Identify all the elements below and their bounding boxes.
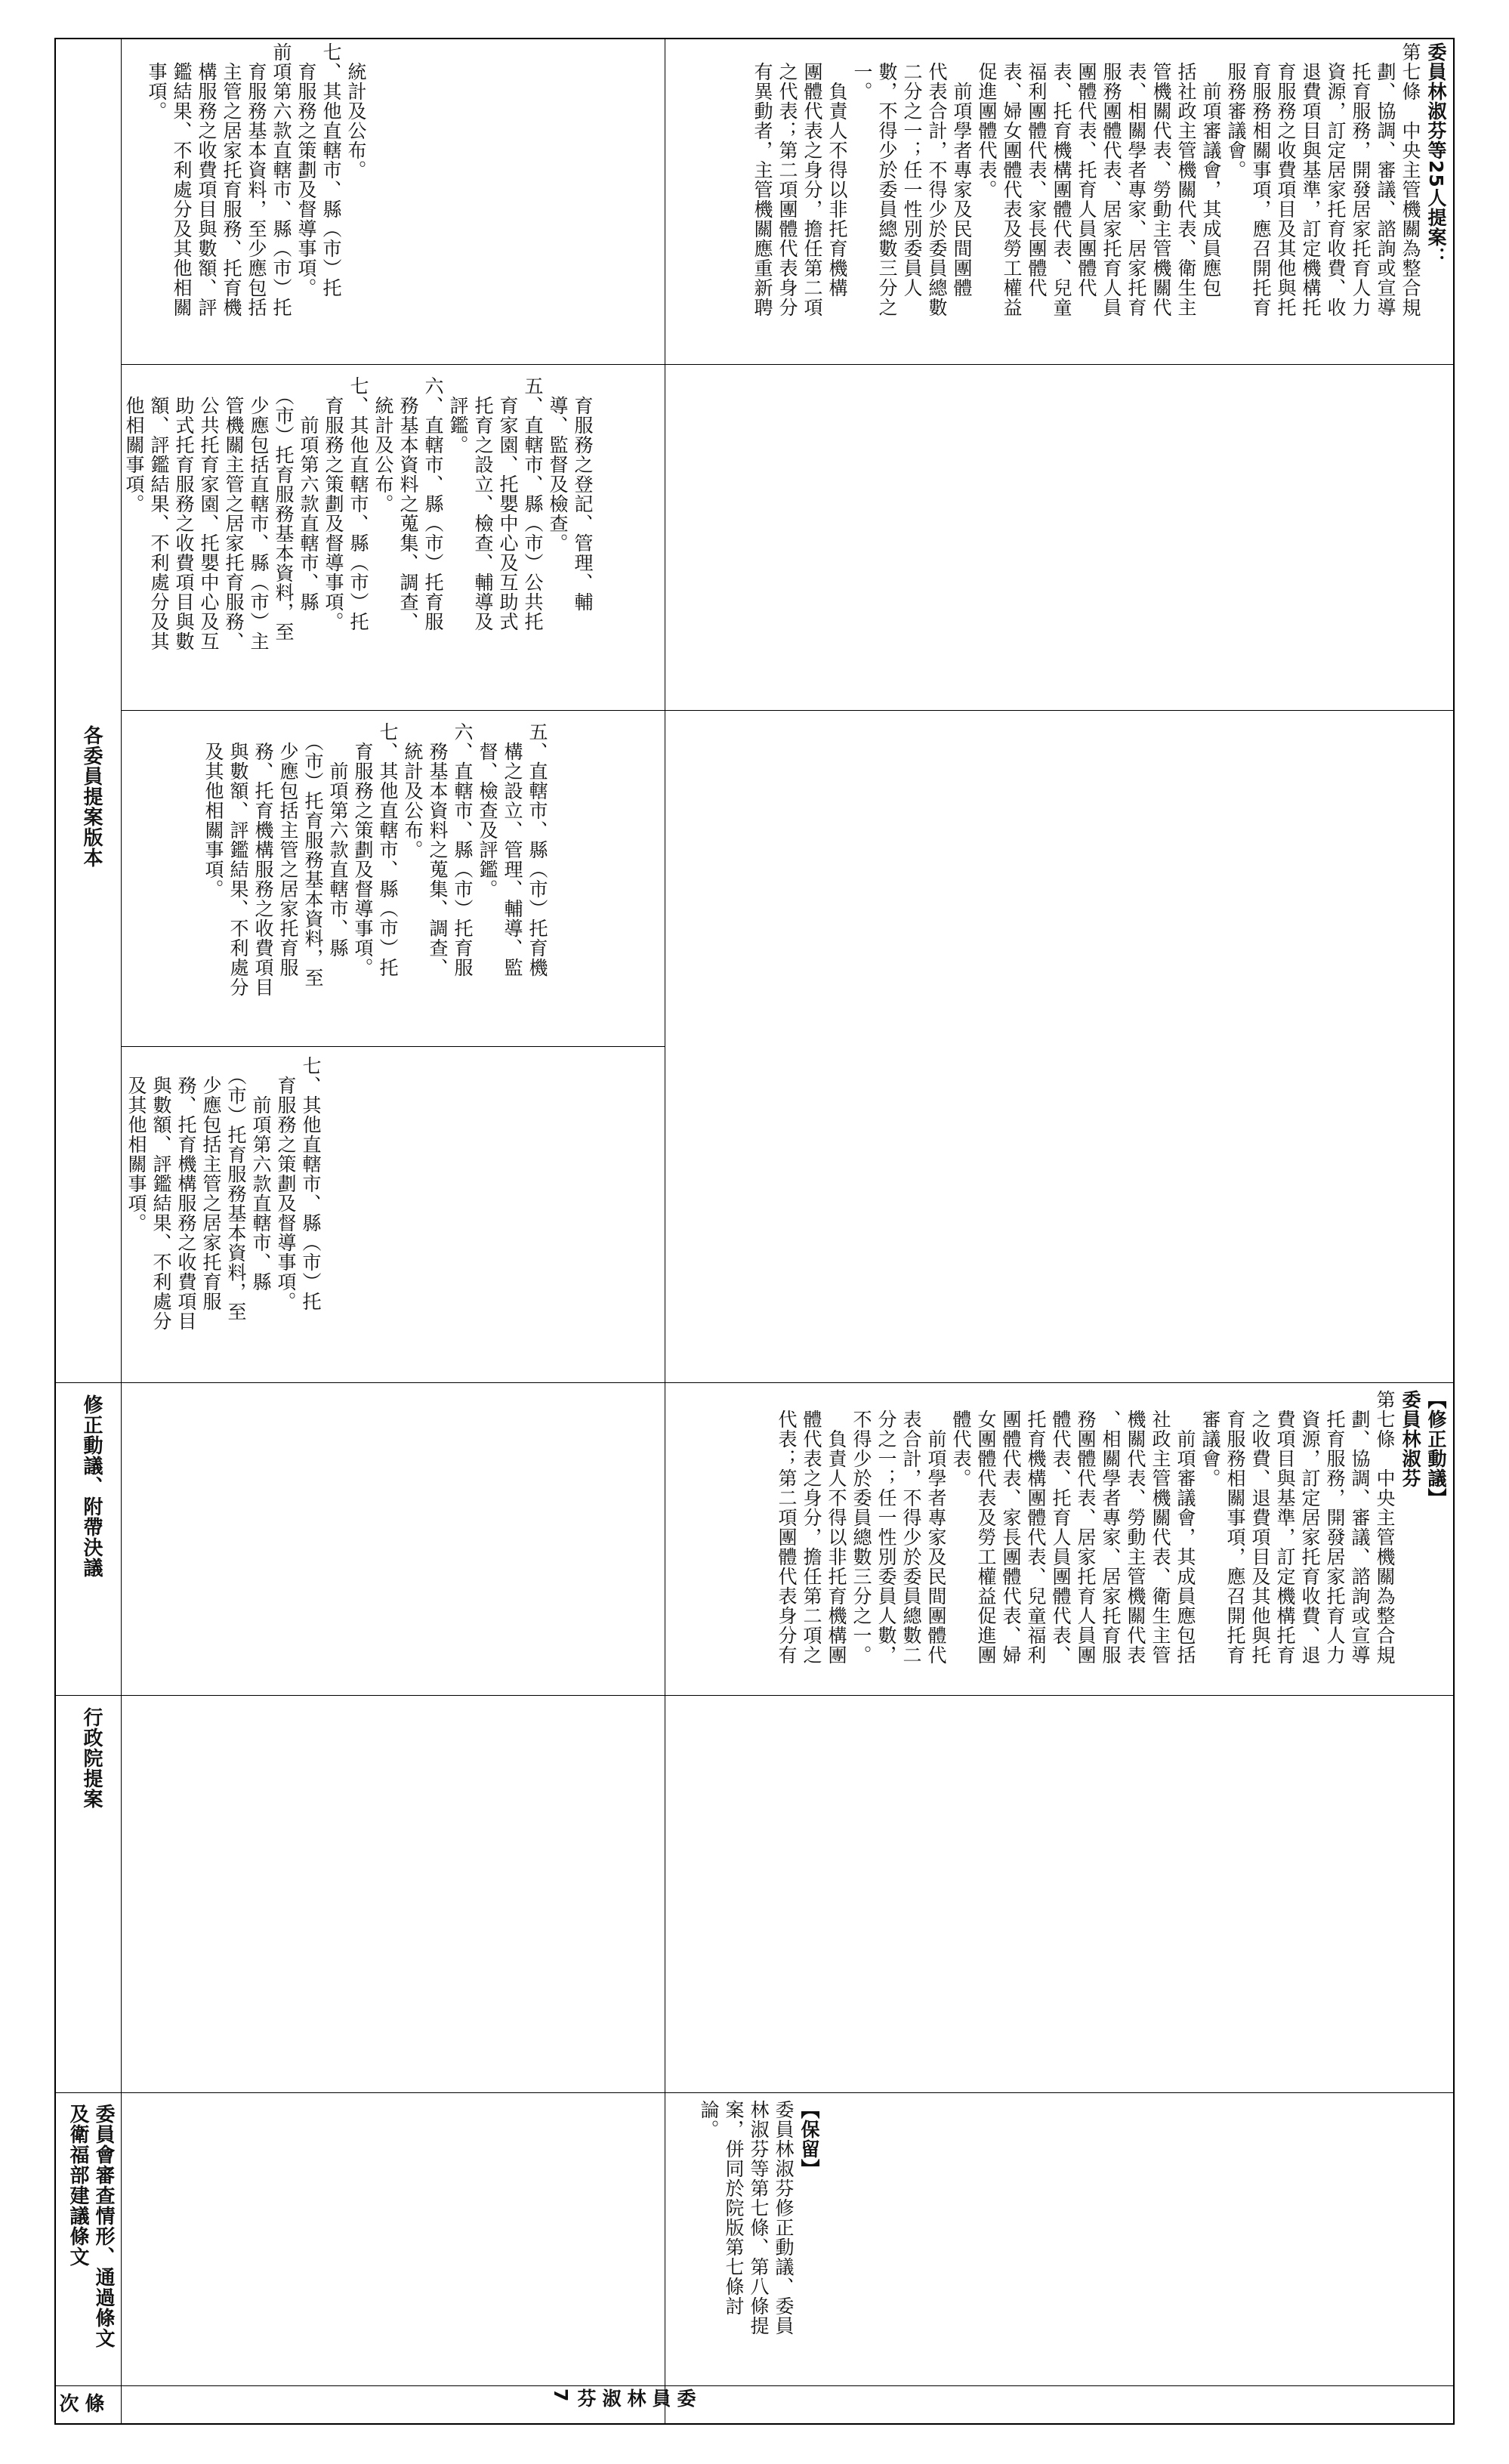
row2-amendment-cell — [671, 1390, 1449, 1689]
row2-status-tag: 【保留】 — [798, 2100, 820, 2178]
row2-article-label: 委員林淑芬7 — [550, 2388, 696, 2408]
row-divider-status — [54, 2092, 1455, 2093]
row2-status-cell — [671, 2100, 822, 2383]
row-divider-amendment — [54, 1382, 1455, 1383]
row1-proposal-b: 育服務之登記、管理、輔 導、監督及檢查。 五、直轄市、縣（市）公共托 育家園、托嬰中心及互助式 托育之設立、檢查、輔導及 評鑑。 六、直轄市、縣（市）托育服 務基本資料之蒐集、調查、 統計及公布。 七、其他直轄市、縣（市）托 育服務之策劃及督導事項。 前項第六款直轄市、縣 （市）托育服務基本資料，至 少應包括直轄市、縣（市）主 管機關主管之居家托育服務、 公共托育家園、托嬰中心及互 助式托育服務之收費項目與數 額、評鑑結果、不利處分及其 他相關事項。 — [123, 376, 594, 651]
row-divider-article — [54, 2385, 1455, 2386]
row2-proposal-cell — [671, 42, 1449, 366]
row2-amendment-text: 第七條 中央主管機關為整合規 劃、協調、審議、諮詢或宣導 托育服務，開發居家托育人力 資源，訂定居家托育收費、退 費項目與基準，訂定機構托育 之收費、退費項目及其他與托 育服務相關事項，應召開托育 審議會。 前項審議會，其成員應包括 社政主管機關代表、衛生主管 機關代表、勞動主管機關代表 、相關學者專家、居家托育服 務團體代表、居家托育人員團 體代表、托育人員團體代表、 托育機構團體代表、兒童福利 團體代表、家長團體代表、婦 女團體代表及勞工權益促進團 體代表。 前項學者專家及民間團體代 表合計，不得少於委員總數二 分之一；任一性別委員人數， 不得少於委員總數三分之一。 負責人不得以非托育機構團 體代表之身分，擔任第二項之 代表；第二項團體代表身分有 — [776, 1390, 1396, 1665]
header-status: 委員會審查情形、通過條文 及衛福部建議條文 — [66, 2104, 115, 2348]
header-amendment: 修正動議、附帶決議 — [80, 1394, 103, 1578]
row2-status-text: 委員林淑芬修正動議、委員 林淑芬等第七條、第八條提 案，併同於院版第七條討 論。 — [698, 2100, 795, 2336]
header-article: 條次 — [56, 2393, 104, 2413]
row2-amendment-member: 委員林淑芬 — [1399, 1390, 1421, 1488]
row-divider-executive — [54, 1695, 1455, 1696]
row1-proposal-c: 統計及公布。 七、其他直轄市、縣（市）托 育服務之策劃及督導事項。 前項第六款直轄市、縣（市）托 育服務基本資料，至少應包括 主管之居家托育服務、托育機 構服務之收費項目與數額、評 鑑結果、不利處分及其他相關 事項。 — [146, 42, 367, 317]
row2-proposal-text: 第七條 中央主管機關為整合規 劃、協調、審議、諮詢或宣導 托育服務，開發居家托育人力 資源，訂定居家托育收費、收 退費項目與基準，訂定機構托 育服務之收費項目及其他與托 育服務相關事項，應召開托育 服務審議會。 前項審議會，其成員應包 括社政主管機關代表、衛生主 管機關代表、勞動主管機關代 表、相關學者專家、居家托育 服務團體代表、居家托育人員 團體代表、托育人員團體代 表、托育機構團體代表、兒童 福利團體代表、家長團體代 表、婦女團體代表及勞工權益 促進團體代表。 前項學者專家及民間團體 代表合計，不得少於委員總數 二分之一；任一性別委員人 數，不得少於委員總數三分之 一。 負責人不得以非托育機構 團體代表之身分，擔任第二項 之代表；第二項團體代表身分 有異動者，主管機關應重新聘 — [751, 42, 1421, 317]
row1-proposal-a: 五、直轄市、縣（市）托育機 構之設立、管理、輔導、監 督、檢查及評鑑。 六、直轄市、縣（市）托育服 務基本資料之蒐集、調查、 統計及公布。 七、其他直轄市、縣（市）托 育服務之策劃及督導事項。 前項第六款直轄市、縣 （市）托育服務基本資料，至 少應包括主管之居家托育服 務、托育機構服務之收費項目 與數額、評鑑結果、不利處分 及其他相關事項。 — [202, 722, 548, 997]
row1-amendment-text: 七、其他直轄市、縣（市）托 育服務之策劃及督導事項。 前項第六款直轄市、縣 （市）托育服務基本資料，至 少應包括主管之居家托育服 務、托育機構服務之收費項目 與數額、評鑑結果、不利處分 及其他相關事項。 — [125, 1056, 322, 1331]
row-divider-proposal-a — [121, 1046, 665, 1047]
row-divider-proposal-b — [121, 710, 1455, 711]
header-proposals: 各委員提案版本 — [80, 725, 103, 868]
row2-amendment-tag: 【修正動議】 — [1425, 1390, 1447, 1508]
header-executive: 行政院提案 — [80, 1707, 103, 1809]
row2-proposal-title: 委員林淑芬等25人提案： — [1425, 42, 1447, 267]
